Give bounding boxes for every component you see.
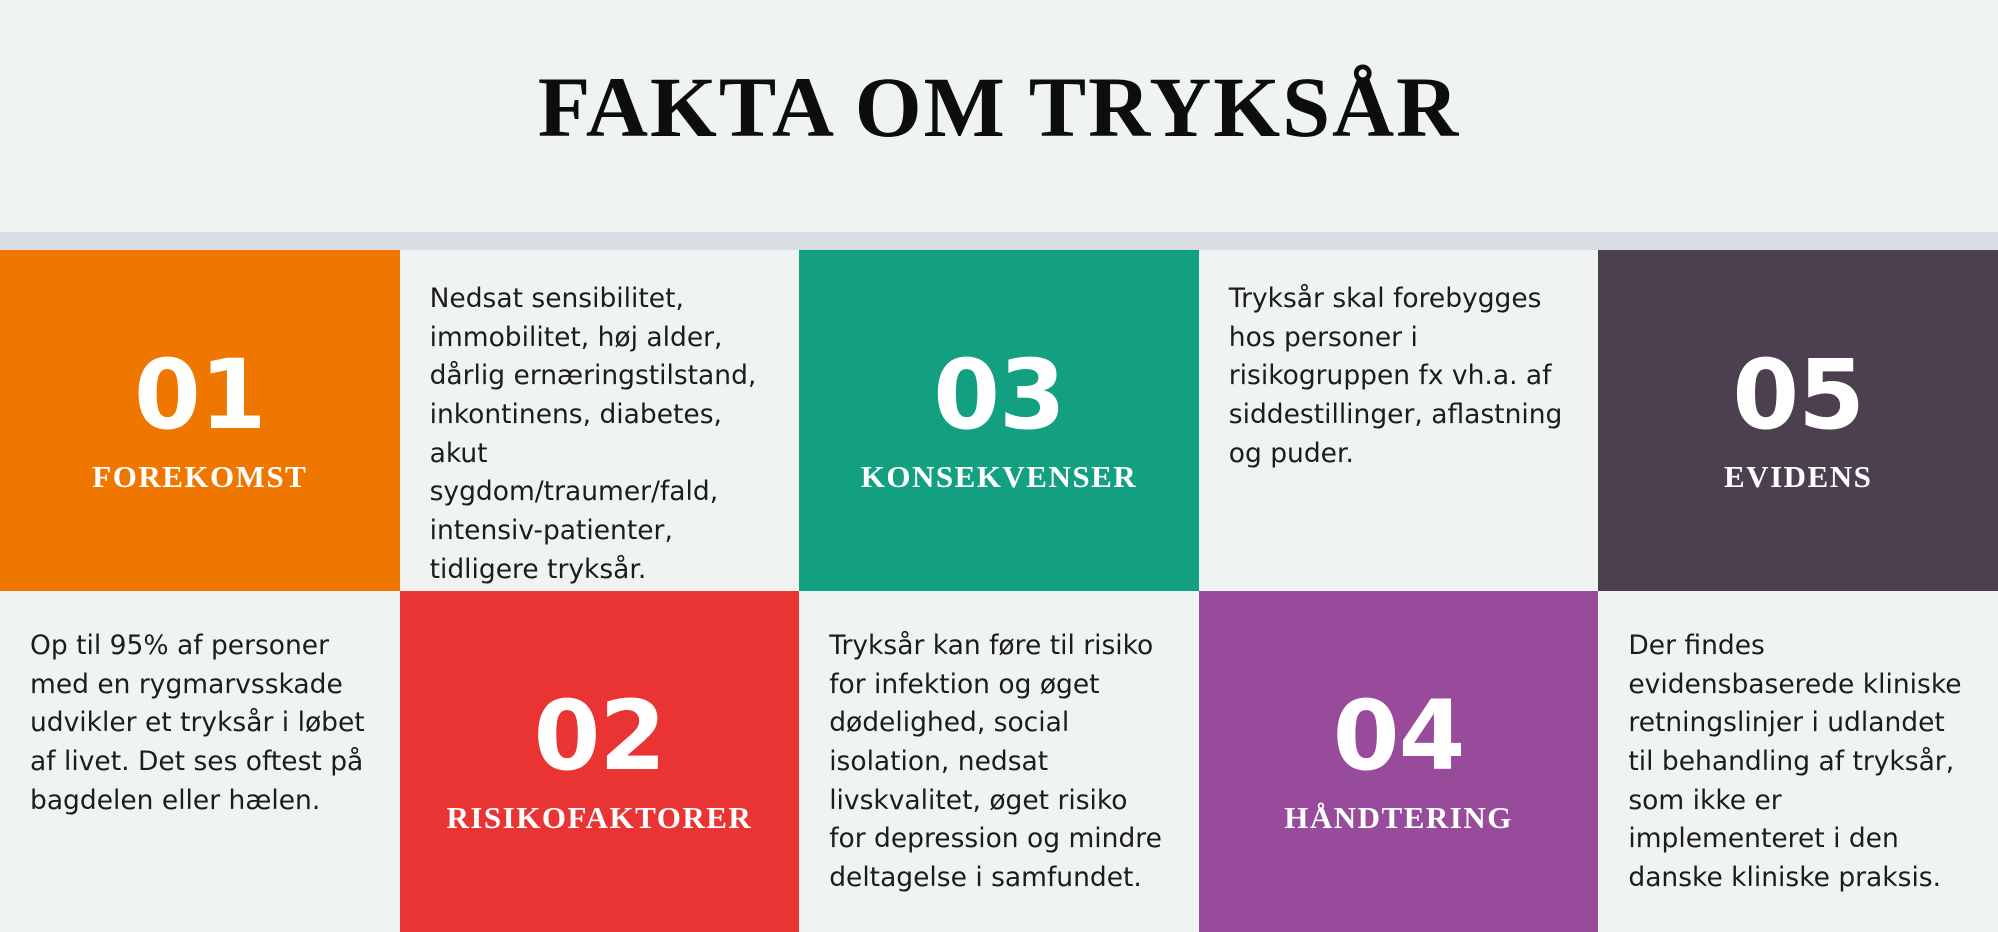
- header-divider: [0, 232, 1998, 250]
- description-01: Op til 95% af personer med en rygmarvsskade udvikler et tryksår i løbet af livet. Det ses oftest på bagdelen eller hælen.: [30, 630, 365, 816]
- number-02: 02: [533, 679, 666, 792]
- number-block-02: [400, 591, 800, 932]
- arrow-down-icon: [969, 589, 1029, 591]
- category-label-01: FOREKOMST: [92, 458, 308, 494]
- column-risikofaktorer: [400, 250, 800, 932]
- column-evidens: [1598, 250, 1998, 932]
- column-konsekvenser: [799, 250, 1199, 932]
- description-03: Tryksår kan føre til risiko for infektion og øget dødelighed, social isolation, nedsat livskvalitet, øget risiko for depression og mindre deltagelse i samfundet.: [829, 630, 1162, 894]
- category-label-03: KONSEKVENSER: [860, 458, 1138, 494]
- description-02: Nedsat sensibilitet, immobilitet, høj alder, dårlig ernæringstilstand, inkontinens, diabetes, akut sygdom/traumer/fald, intensiv-patienter, tidligere tryksår.: [429, 283, 757, 585]
- description-04: Tryksår skal forebygges hos personer i risikogruppen fx vh.a. af siddestillinger, aflastning og puder.: [1228, 283, 1563, 469]
- number-block-03: [799, 250, 1199, 591]
- arrow-up-icon: [569, 591, 629, 593]
- column-forekomst: [0, 250, 400, 932]
- text-block-02: [400, 250, 800, 591]
- title-bar: [0, 0, 1998, 232]
- text-block-01: [0, 591, 400, 932]
- number-01: 01: [134, 338, 266, 451]
- arrow-down-icon: [170, 589, 230, 591]
- columns-grid: [0, 250, 1998, 932]
- arrow-up-icon: [1369, 591, 1429, 593]
- category-label-02: RISIKOFAKTORER: [446, 799, 753, 835]
- number-05: 05: [1732, 338, 1864, 451]
- number-block-01: [0, 250, 400, 591]
- description-05: Der findes evidensbaserede kliniske retningslinjer i udlandet til behandling af tryksår, som ikke er implementeret i den danske kliniske praksis.: [1628, 630, 1962, 894]
- column-haandtering: [1199, 250, 1599, 932]
- number-04: 04: [1332, 679, 1465, 792]
- number-block-05: [1598, 250, 1998, 591]
- text-block-04: [1199, 250, 1599, 591]
- text-block-03: [799, 591, 1199, 932]
- text-block-05: [1598, 591, 1998, 932]
- number-block-04: [1199, 591, 1599, 932]
- page-title: FAKTA OM TRYKSÅR: [537, 59, 1461, 155]
- number-03: 03: [933, 338, 1065, 451]
- arrow-down-icon: [1768, 589, 1828, 591]
- category-label-05: EVIDENS: [1724, 458, 1873, 494]
- category-label-04: HÅNDTERING: [1284, 799, 1513, 835]
